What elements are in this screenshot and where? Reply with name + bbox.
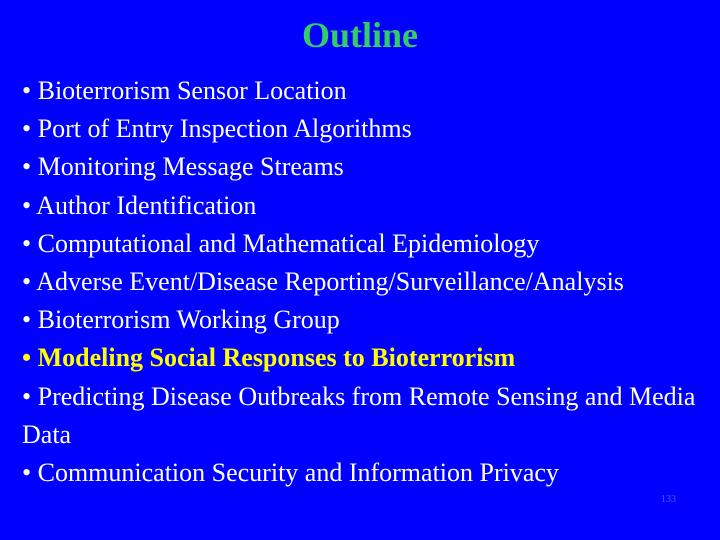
bullet-item: • Communication Security and Information Privacy bbox=[22, 458, 559, 488]
bullet-item: • Author Identification bbox=[22, 190, 257, 220]
bullet-item: • Bioterrorism Sensor Location bbox=[22, 76, 347, 105]
bullet-item: • Port of Entry Inspection Algorithms bbox=[22, 114, 412, 144]
bullet-item-highlighted: • Modeling Social Responses to Bioterrorism bbox=[22, 343, 516, 373]
slide-title: Outline bbox=[301, 15, 418, 55]
bullet-item: • Monitoring Message Streams bbox=[22, 152, 344, 182]
bullet-item: • Predicting Disease Outbreaks from Remote Sensing and Media Data bbox=[22, 381, 696, 449]
page-number: 133 bbox=[661, 494, 676, 505]
bullet-item: • Adverse Event/Disease Reporting/Surveillance/Analysis bbox=[22, 267, 624, 297]
bullet-list bbox=[22, 72, 712, 492]
bullet-item: • Computational and Mathematical Epidemiology bbox=[22, 228, 540, 258]
bullet-item: • Bioterrorism Working Group bbox=[22, 305, 340, 335]
